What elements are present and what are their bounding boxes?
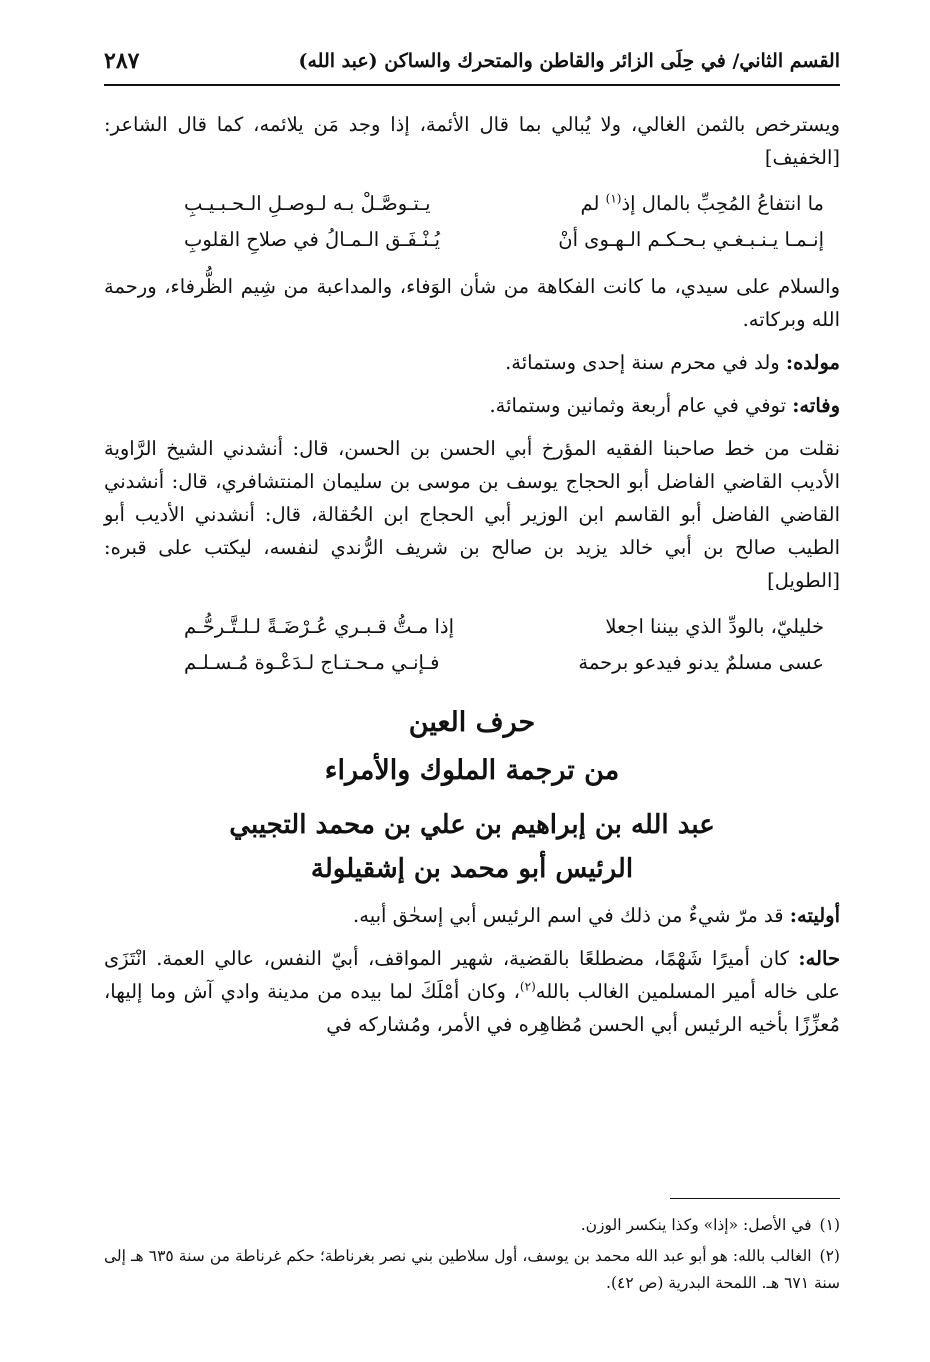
footnote-text: في الأصل: «إذا» وكذا ينكسر الوزن.	[580, 1216, 812, 1234]
footnote-number: (٢)	[819, 1247, 840, 1265]
poem-khafif	[104, 186, 840, 258]
paragraph-1: ويسترخص بالثمن الغالي، ولا يُبالي بما قال الأئمة، إذا وجد مَن يلائمه، كما قال الشاعر: [الخفيف]	[104, 113, 840, 169]
paragraph-2: والسلام على سيدي، ما كانت الفكاهة من شأن الوَفاء، والمداعبة من شِيم الظُّرفاء، ورحمة الله وبركاته.	[104, 275, 840, 331]
section-heading: حرف العين	[408, 707, 536, 738]
verse-line	[104, 609, 840, 645]
poem-tawil	[104, 609, 840, 681]
verse-first-hemistich: خليليّ، بالودِّ الذي بيننا اجعلا	[605, 615, 824, 638]
footnote-2	[104, 1243, 840, 1297]
hal-text-1: كان أميرًا شَهْمًا، مضطلعًا بالقضية، شهير المواقف، أبيّ النفس، عالي العمة. انْتَزَى على خاله أمير المسلمين الغالب بالله	[104, 947, 840, 1003]
header-title: القسم الثاني/ في حِلَى الزائر والقاطن والمتحرك والساكن (عبد الله)	[298, 50, 840, 72]
birth-entry	[104, 346, 840, 379]
verse-line	[104, 186, 840, 222]
death-label: وفاته:	[792, 394, 840, 417]
verse-second-hemistich: إذا مـتُّ قـبـري عُـرْضَـةً لـلـتَّـرحُّـم	[184, 615, 455, 638]
death-text: توفي في عام أربعة وثمانين وستمائة.	[489, 394, 793, 417]
awwal-text: قد مرّ شيءٌ من ذلك في اسم الرئيس أبي إسحٰق أبيه.	[353, 904, 790, 927]
entry-title-heading: الرئيس أبو محمد بن إشقيلولة	[310, 854, 634, 884]
running-header	[104, 44, 840, 86]
footnote-text: الغالب بالله: هو أبو عبد الله محمد بن يوسف، أول سلاطين بني نصر بغرناطة؛ حكم غرناطة من سنة ٦٣٥ هـ إلى سنة ٦٧١ هـ. اللمحة البدرية (ص ٤٢).	[104, 1247, 840, 1292]
verse-line	[104, 645, 840, 681]
awwal-entry	[104, 899, 840, 932]
entry-name-heading: عبد الله بن إبراهيم بن علي بن محمد التجيبي	[229, 810, 715, 840]
birth-text: ولد في محرم سنة إحدى وستمائة.	[505, 351, 786, 374]
footnote-ref[interactable]: (١)	[605, 191, 622, 206]
hal-text-2: ، وكان أمْلَكَ لما بيده من مدينة وادي آش وما إليها، مُعزِّزًا بأخيه الرئيس أبي الحسن مُظاهِره في الأمر، ومُشاركه في	[104, 980, 840, 1036]
death-entry	[104, 389, 840, 422]
footnote-ref[interactable]: (٢)	[519, 979, 536, 994]
verse-second-hemistich: يـتـوصَّـلْ بـه لـوصـلِ الـحـبـيـبِ	[184, 192, 431, 215]
awwal-label: أوليته:	[789, 904, 840, 927]
footnote-1	[104, 1212, 840, 1239]
paragraph-3: نقلت من خط صاحبنا الفقيه المؤرخ أبي الحسن بن الحسن، قال: أنشدني الشيخ الرَّاوية الأديب القاضي الفاضل أبو الحجاج يوسف بن موسى بن سليمان المنتشافري، قال: أنشدني القاضي الفاضل أبو القاسم ابن الوزير أبي الحجاج ابن الحُقالة، قال: أنشدني الأديب أبو الطيب صالح بن أبي خالد يزيد بن صالح بن شريف الرُّندي لنفسه، ليكتب على قبره: [الطويل]	[104, 437, 840, 592]
verse-second-hemistich: يُـنْـفَـق الـمـالُ في صلاحِ القلوبِ	[184, 228, 441, 251]
page-number: ٢٨٧	[104, 48, 140, 74]
footnotes	[104, 1212, 840, 1297]
verse-line	[104, 222, 840, 258]
birth-label: مولده:	[785, 351, 840, 374]
main-text	[104, 108, 840, 1041]
footnote-divider	[670, 1198, 840, 1199]
subsection-heading: من ترجمة الملوك والأمراء	[324, 755, 620, 786]
hal-label: حاله:	[798, 947, 840, 970]
verse-second-hemistich: فـإنـي مـحـتـاج لـدَعْـوة مُـسـلـم	[184, 651, 440, 674]
footnote-number: (١)	[819, 1216, 840, 1234]
verse-first-hemistich: إنـمـا يـنـبـغـي بـحـكـم الـهـوى أنْ	[558, 228, 824, 251]
verse-first-hemistich: عسى مسلمٌ يدنو فيدعو برحمة	[578, 651, 824, 674]
hal-entry	[104, 942, 840, 1041]
verse-first-hemistich: ما انتفاعُ المُحِبِّ بالمال إذ$^{(١)}$ لم	[580, 191, 824, 215]
